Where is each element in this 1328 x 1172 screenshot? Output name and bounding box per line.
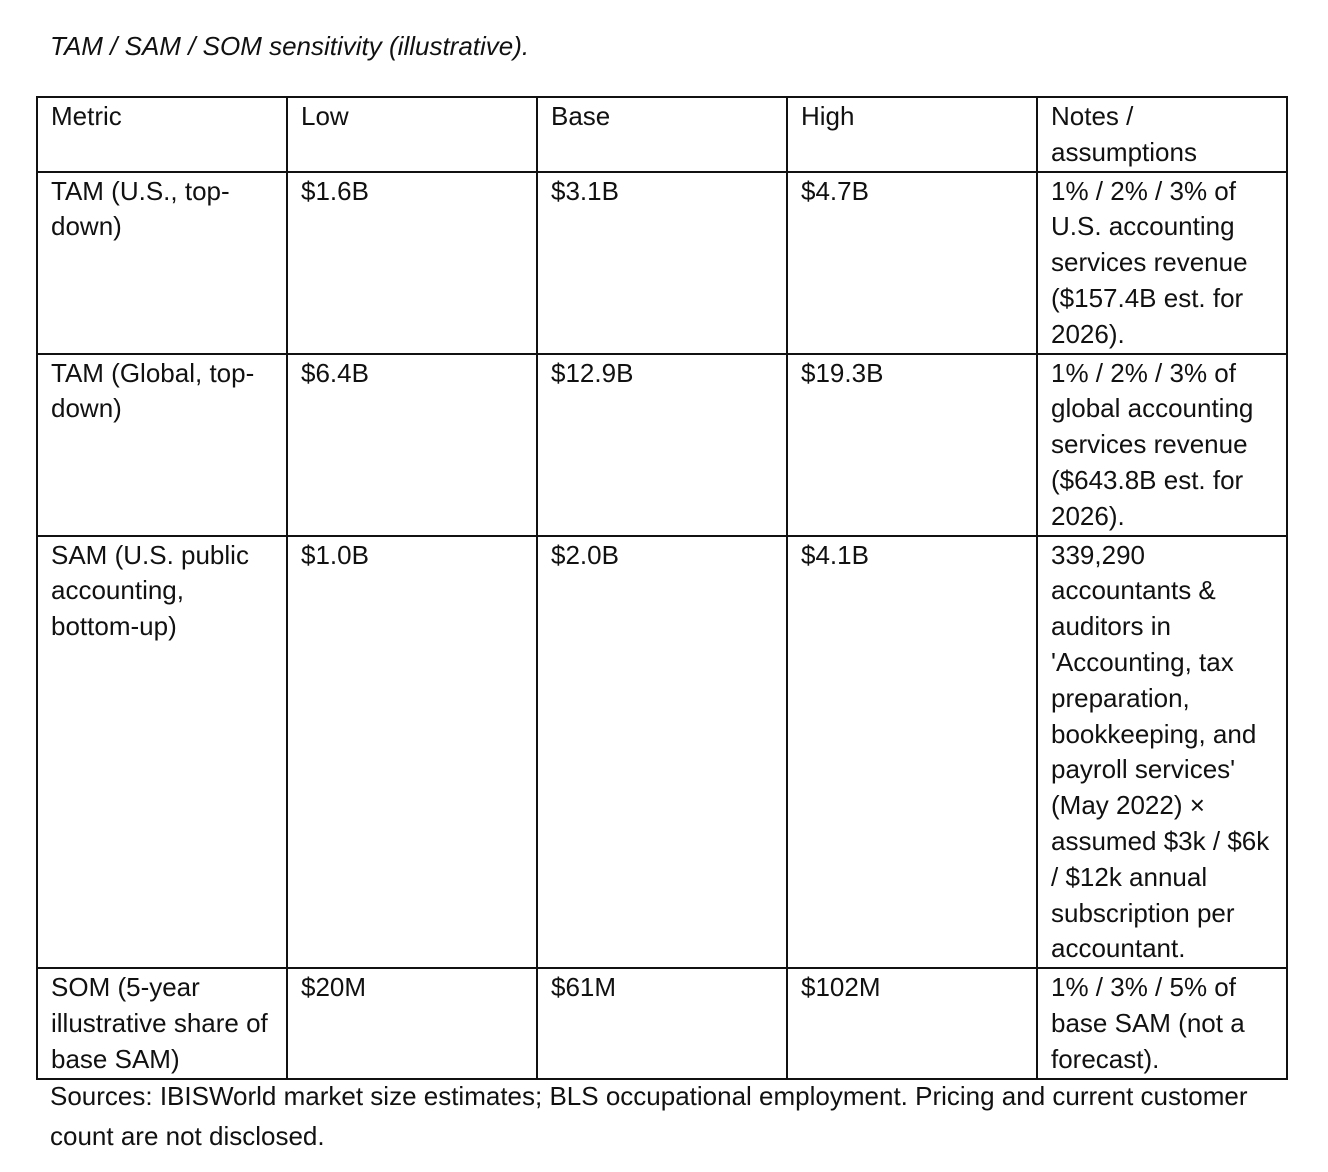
- header-notes: Notes / assumptions: [1037, 97, 1287, 172]
- header-high: High: [787, 97, 1037, 172]
- cell-low: $1.6B: [287, 172, 537, 354]
- cell-base: $61M: [537, 968, 787, 1078]
- table-caption: TAM / SAM / SOM sensitivity (illustrative).: [50, 31, 530, 61]
- header-low: Low: [287, 97, 537, 172]
- cell-metric: TAM (U.S., top-down): [37, 172, 287, 354]
- cell-base: $12.9B: [537, 354, 787, 536]
- cell-high: $19.3B: [787, 354, 1037, 536]
- cell-low: $1.0B: [287, 536, 537, 969]
- cell-low: $20M: [287, 968, 537, 1078]
- cell-base: $3.1B: [537, 172, 787, 354]
- cell-base: $2.0B: [537, 536, 787, 969]
- header-base: Base: [537, 97, 787, 172]
- cell-notes: 339,290 accountants & auditors in 'Accounting, tax preparation, bookkeeping, and payroll services' (May 2022) × assumed $3k / $6k / $12k annual subscription per accountant.: [1037, 536, 1287, 969]
- table-row: [37, 968, 1287, 1078]
- cell-metric: SOM (5-year illustrative share of base SAM): [37, 968, 287, 1078]
- cell-high: $4.7B: [787, 172, 1037, 354]
- cell-notes: 1% / 2% / 3% of U.S. accounting services revenue ($157.4B est. for 2026).: [1037, 172, 1287, 354]
- table-row: [37, 354, 1287, 536]
- sensitivity-table: [36, 96, 1288, 1080]
- cell-metric: TAM (Global, top-down): [37, 354, 287, 536]
- cell-metric: SAM (U.S. public accounting, bottom-up): [37, 536, 287, 969]
- table-row: [37, 536, 1287, 969]
- table-row: [37, 172, 1287, 354]
- table-header-row: [37, 97, 1287, 172]
- cell-notes: 1% / 2% / 3% of global accounting services revenue ($643.8B est. for 2026).: [1037, 354, 1287, 536]
- sources-note: Sources: IBISWorld market size estimates; BLS occupational employment. Pricing and current customer count are not disclosed.: [50, 1081, 1248, 1151]
- header-metric: Metric: [37, 97, 287, 172]
- cell-high: $102M: [787, 968, 1037, 1078]
- cell-low: $6.4B: [287, 354, 537, 536]
- cell-notes: 1% / 3% / 5% of base SAM (not a forecast).: [1037, 968, 1287, 1078]
- cell-high: $4.1B: [787, 536, 1037, 969]
